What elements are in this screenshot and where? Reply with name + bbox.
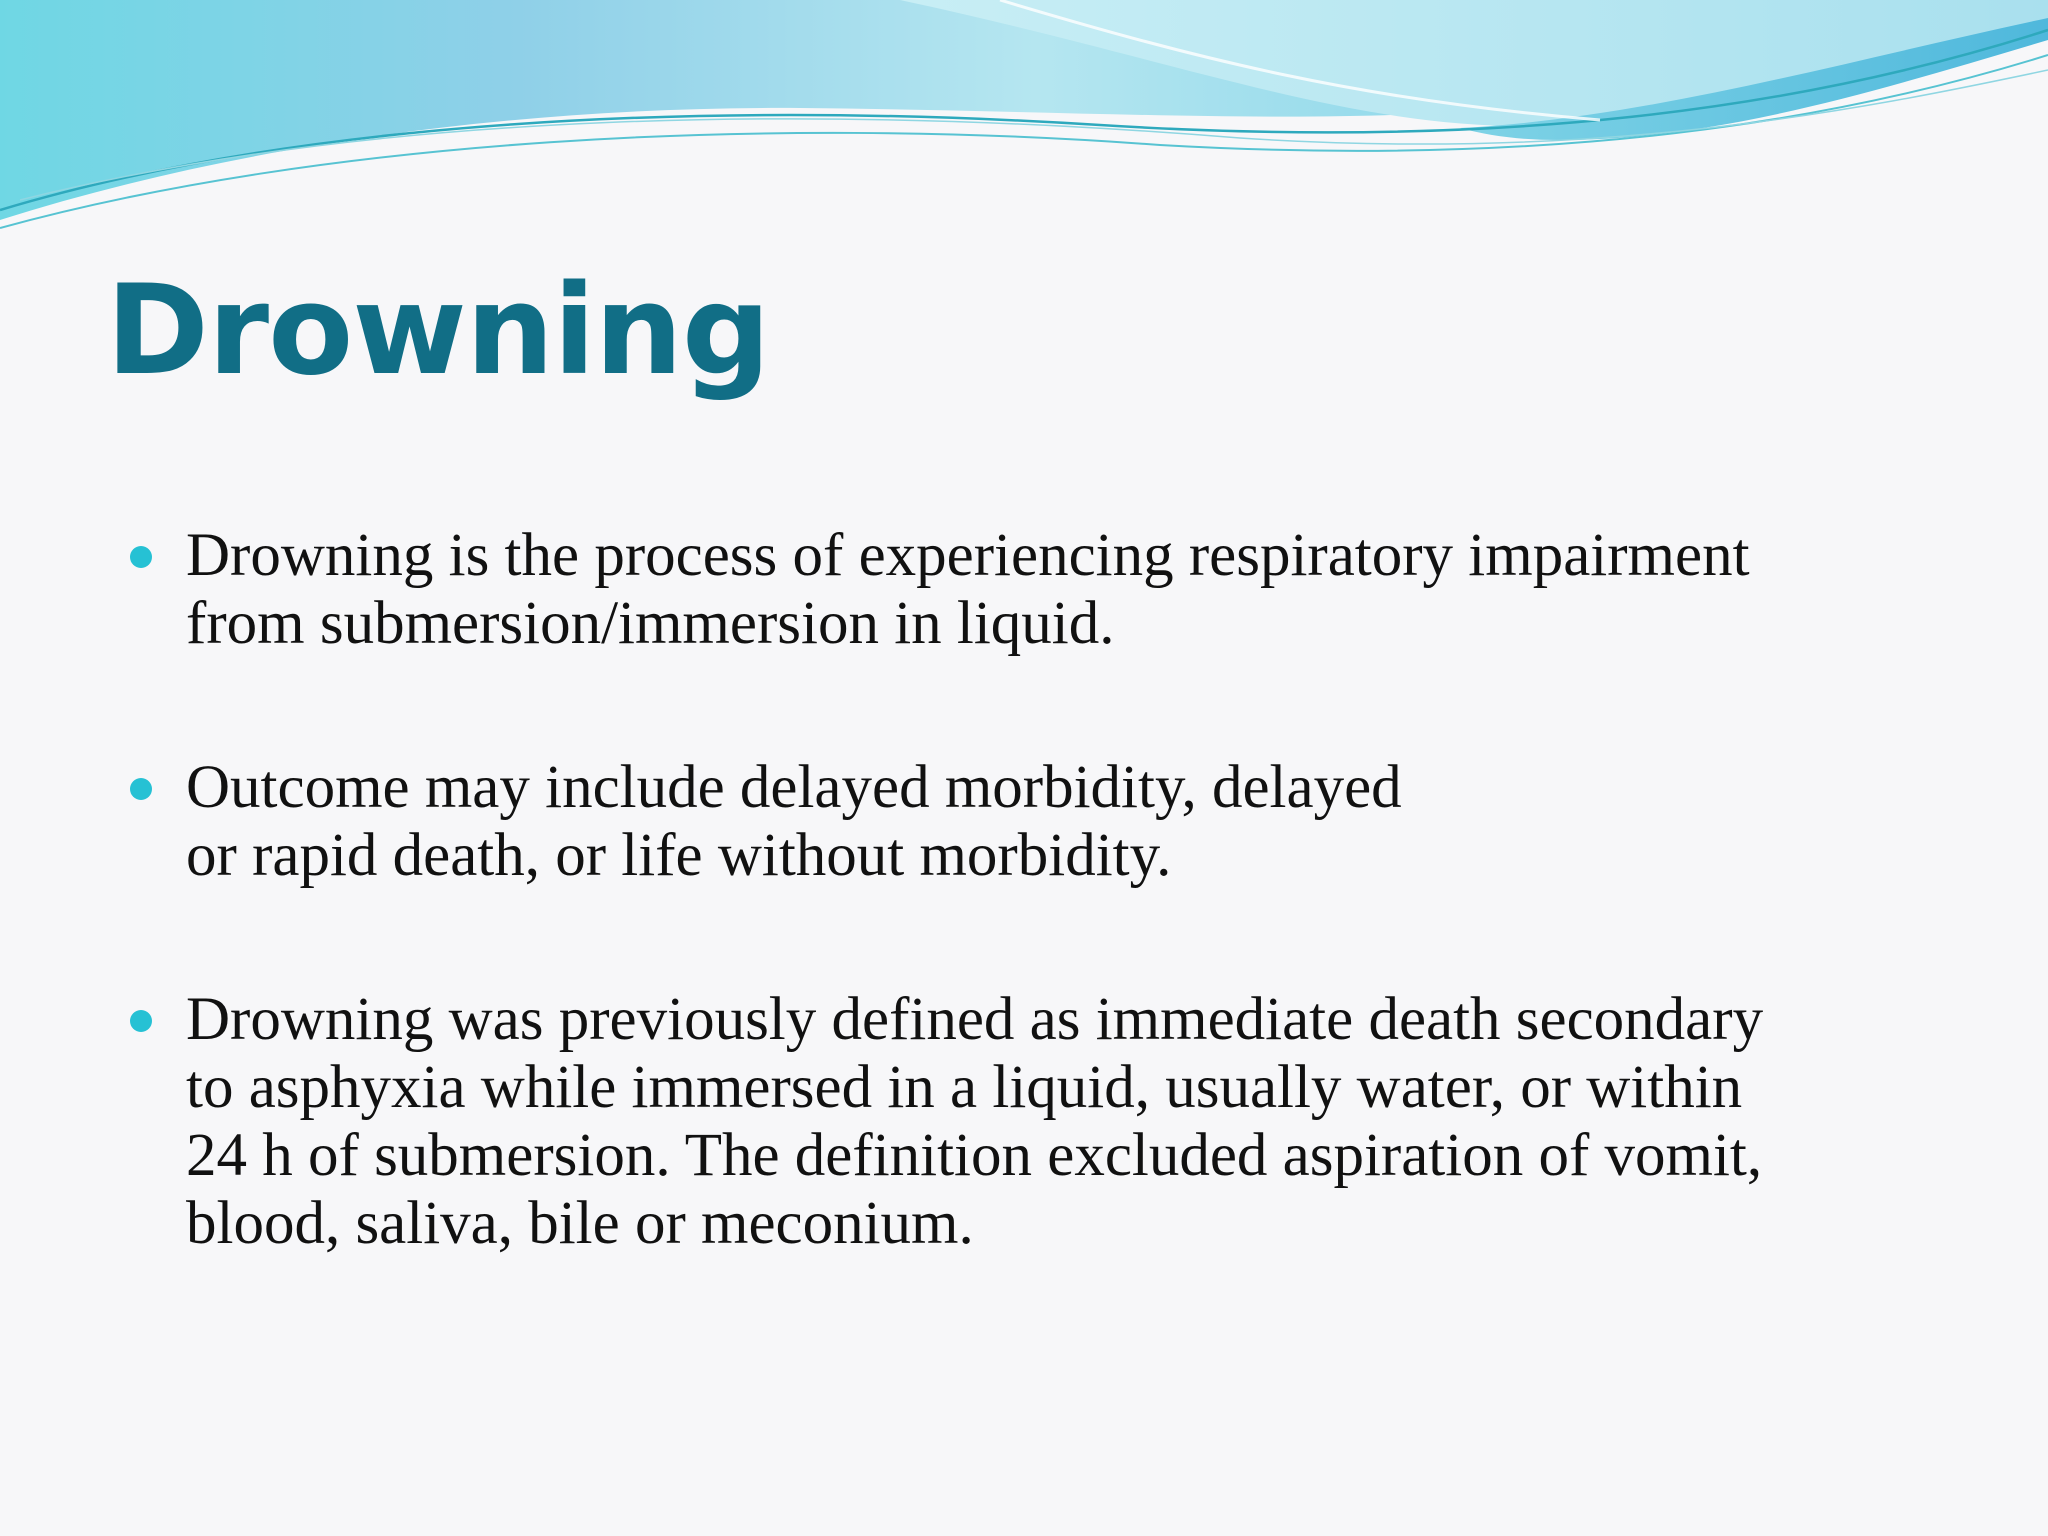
bullet-list bbox=[130, 522, 1930, 1354]
bullet-line: Drowning is the process of experiencing respiratory impairment bbox=[186, 522, 1750, 589]
bullet-line: blood, saliva, bile or meconium. bbox=[186, 1190, 974, 1257]
bullet-line: Outcome may include delayed morbidity, delayed bbox=[186, 754, 1402, 821]
bullet-dot-icon bbox=[130, 778, 152, 800]
bullet-item bbox=[130, 522, 1930, 658]
bullet-line: Drowning was previously defined as immediate death secondary bbox=[186, 986, 1764, 1053]
slide-title: Drowning bbox=[106, 259, 770, 403]
bullet-line: 24 h of submersion. The definition excluded aspiration of vomit, bbox=[186, 1122, 1763, 1189]
bullet-line: from submersion/immersion in liquid. bbox=[186, 590, 1115, 657]
bullet-line: to asphyxia while immersed in a liquid, usually water, or within bbox=[186, 1054, 1743, 1121]
bullet-item bbox=[130, 754, 1930, 890]
bullet-dot-icon bbox=[130, 1010, 152, 1032]
bullet-item bbox=[130, 986, 1930, 1258]
bullet-dot-icon bbox=[130, 546, 152, 568]
wave-header-decoration bbox=[0, 0, 2048, 240]
bullet-line: or rapid death, or life without morbidity. bbox=[186, 822, 1172, 889]
